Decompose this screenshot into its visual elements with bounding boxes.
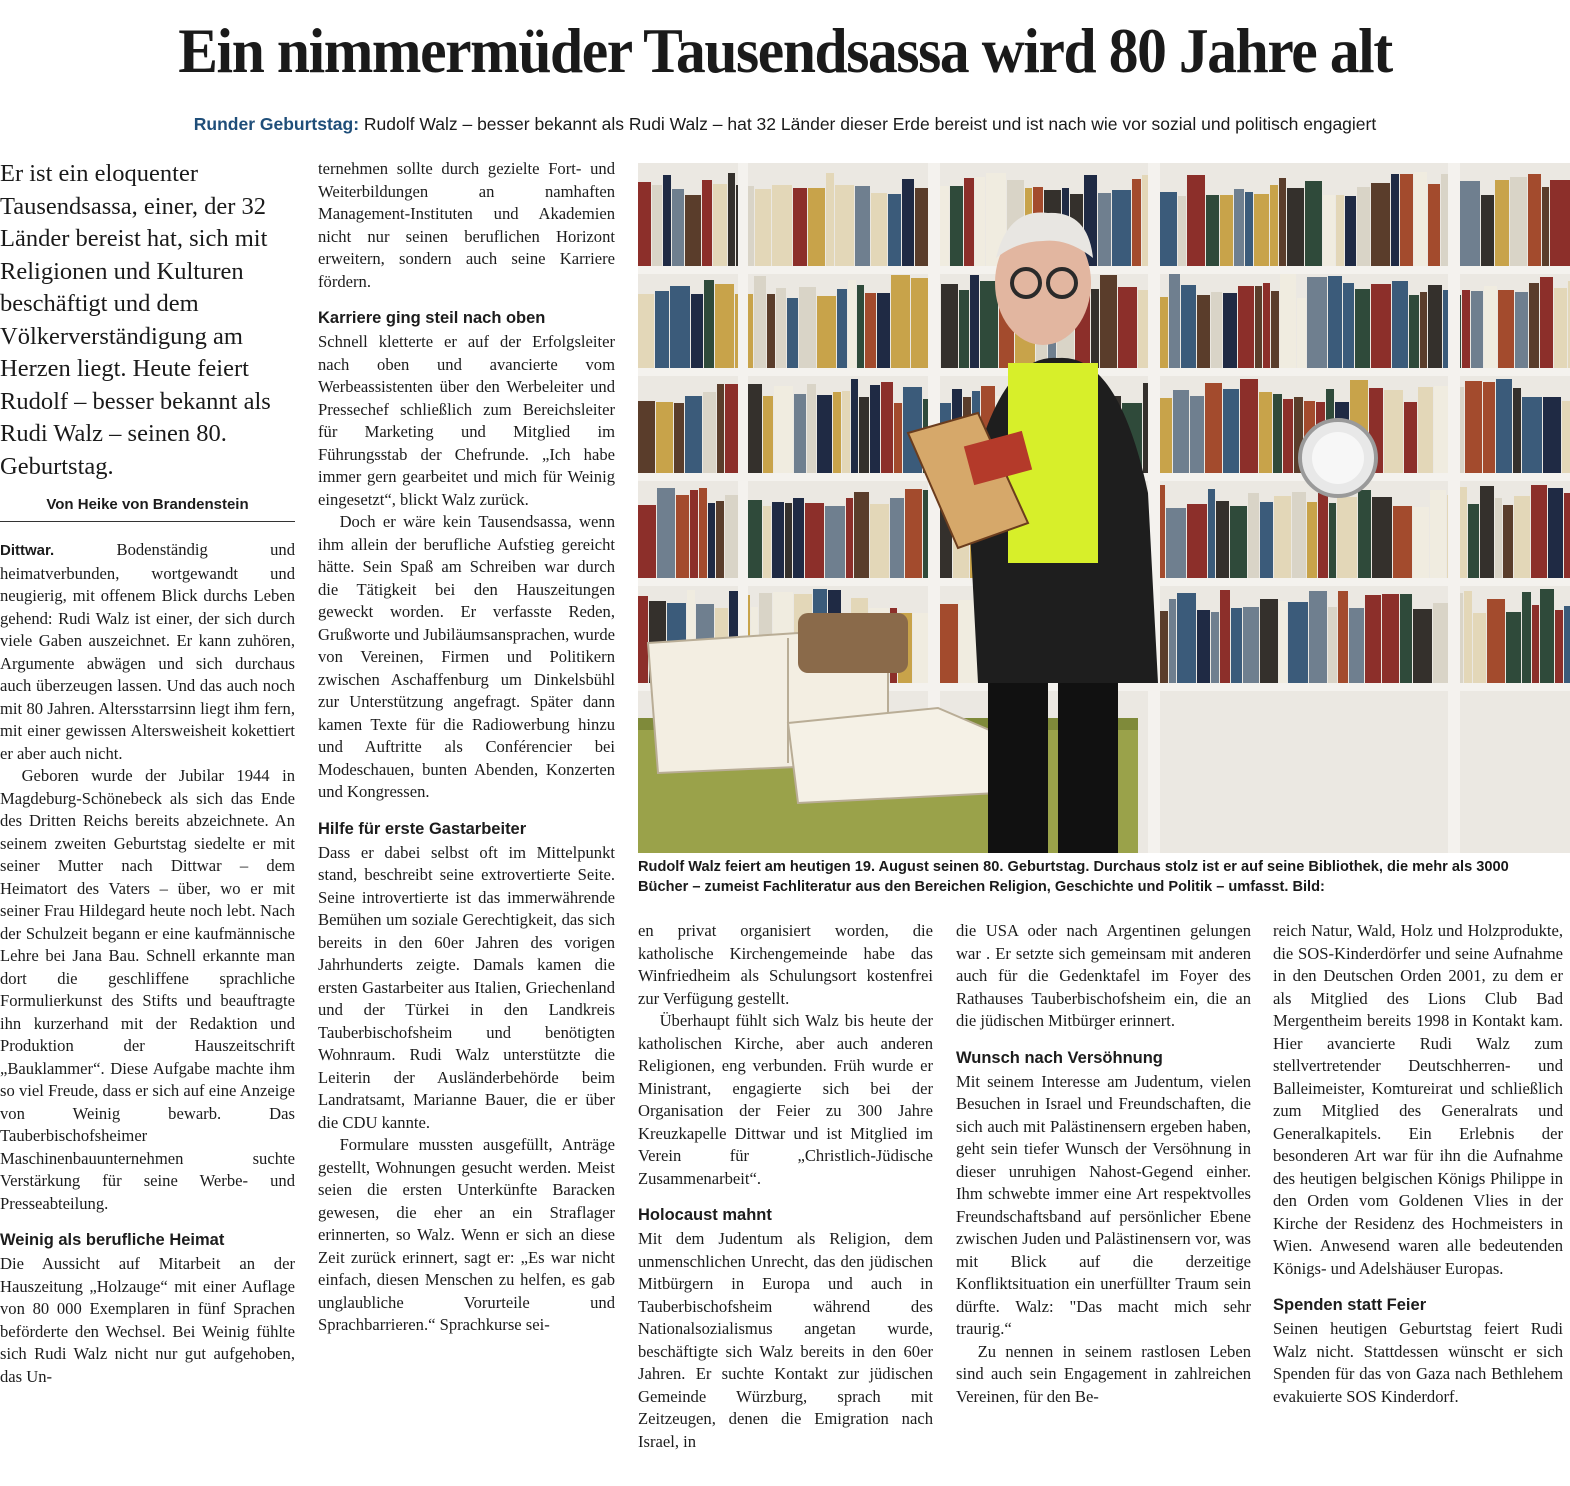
paragraph: Zu nennen in seinem rastlosen Leben sind auch sein Engagement in zahlreichen Vereinen, für den Be- bbox=[956, 1341, 1251, 1406]
subline-text: Rudolf Walz – besser bekannt als Rudi Walz – hat 32 Länder dieser Erde bereist und ist nach wie vor sozial und politisch engagiert bbox=[363, 114, 1377, 134]
dateline: Dittwar. bbox=[0, 542, 55, 559]
paragraph: Überhaupt fühlt sich Walz bis heute der katholischen Kirche, aber auch anderen Religionen, eng verbunden. Früh wurde er Ministrant, engagierte sich bei der Organisation der Feier zu 300 Jahre Kreuzkapelle Dittwar und ist Mitglied im Verein für „Christlich-Jüdische Zusammenarbeit“. bbox=[638, 1011, 933, 1188]
subheading: Wunsch nach Versöhnung bbox=[956, 1048, 1163, 1067]
paragraph: die USA oder nach Argentinen gelungen war . Er setzte sich gemeinsam mit anderen auch für die Gedenktafel im Foyer des Rathauses Tauberbischofsheim ein, die an die jüdischen Mitbürger erinnert. bbox=[956, 921, 1251, 1030]
subheading: Hilfe für erste Gastarbeiter bbox=[318, 819, 527, 838]
paragraph: Dass er dabei selbst oft im Mittelpunkt stand, beschreibt seine extrovertierte Seite. Seine introvertierte ist das immerwährende Bemühen um soziale Gerechtigkeit, das sich bereits in den 60er Jahren des vorigen Jahrhunderts zeigte. Damals kamen die ersten Gastarbeiter aus Italien, Griechenland und der Türkei in den Landkreis Tauberbischofsheim und benötigten Wohnraum. Rudi Walz unterstützte die Leiterin der Ausländerbehörde beim Landratsamt, Marianne Bauer, die er über die CDU kannte. bbox=[318, 842, 615, 1132]
lead-paragraph: Er ist ein eloquenter Tausendsassa, einer, der 32 Länder bereist hat, sich mit Religionen und Kulturen beschäftigt und dem Völkerverständigung am Herzen liegt. Heute feiert Rudolf – besser bekannt als Rudi Walz – seinen 80. Geburtstag. bbox=[0, 160, 271, 480]
subline-kicker: Runder Geburtstag: bbox=[193, 114, 360, 134]
subheading: Weinig als berufliche Heimat bbox=[0, 1231, 225, 1249]
paragraph: Schnell kletterte er auf der Erfolgsleiter nach oben und avancierte vom Werbeassistenten über den Werbeleiter und Pressechef schließlich zum Bereichsleiter für Marketing und Mitglied im Führungsstab der Chefrunde. „Ich habe immer gern gearbeitet und mich für Weinig eingesetzt“, blickt Walz zurück. bbox=[318, 332, 615, 509]
article-column-4 bbox=[956, 920, 1251, 1486]
paragraph: en privat organisiert worden, die katholische Kirchengemeinde habe das Winfriedheim als Schulungsort kostenfrei zur Verfügung gestellt. bbox=[638, 921, 933, 1008]
paragraph bbox=[0, 539, 295, 765]
paragraph: Formulare mussten ausgefüllt, Anträge gestellt, Wohnungen gesucht werden. Meist seien die ersten Unterkünfte Baracken gewesen, die eher an ein Straflager erinnerten, so Walz. Wenn er sich an diese Zeit zurück erinnert, sagt er: „Es war nicht einfach, diesen Menschen zu helfen, es gab unglaubliche Vorurteile und Sprachbarrieren.“ Sprachkurse sei- bbox=[318, 1135, 615, 1334]
paragraph: Die Aussicht auf Mitarbeit an der Hauszeitung „Holzauge“ mit einer Auflage von 80 000 Exemplaren in fünf Sprachen beförderte den Wechsel. Bei Weinig fühlte sich Rudi Walz nicht nur gut aufgehoben, das Un- bbox=[0, 1254, 295, 1386]
paragraph: Geboren wurde der Jubilar 1944 in Magdeburg-Schönebeck als sich das Ende des Dritten Reichs bereits abzeichnete. An seinem zweiten Geburtstag siedelte er mit seiner Mutter nach Dittwar – dem Heimatort des Vaters – über, wo er mit seiner Frau Hildegard heute noch lebt. Nach der Schulzeit begann er eine kaufmännische Lehre bei Jana Bau. Schnell erkannte man dort die geschliffene sprachliche Formulierkunst des Stifts und beauftragte ihn kurzerhand mit der Redaktion und Produktion der Hauszeitschrift „Bauklammer“. Diese Aufgabe machte ihm so viel Freude, dass er sich auf eine Anzeige von Weinig bewarb. Das Tauberbischofsheimer Maschinenbauunternehmen suchte Verstärkung für seine Werbe- und Presseabteilung. bbox=[0, 766, 295, 1213]
byline-divider bbox=[0, 521, 295, 522]
article-column-2 bbox=[318, 158, 615, 1486]
headline: Ein nimmermüder Tausendsassa wird 80 Jahre alt bbox=[178, 15, 1392, 86]
article-column-3 bbox=[638, 920, 933, 1486]
paragraph: Mit seinem Interesse am Judentum, vielen Besuchen in Israel und Freundschaften, die sich auch mit Palästinensern ergeben haben, geht sein tiefer Wunsch der Versöhnung in dieser unruhigen Nahost-Gegend einher. Ihm schwebte immer eine Art respektvolles Freundschaftsband auf persönlicher Ebene zwischen Juden und Palästinensern vor, was mit Blick auf die derzeitige Konfliktsituation ein unerfüllter Traum sein dürfte. Walz: "Das macht mich sehr traurig.“ bbox=[956, 1071, 1251, 1338]
subheading: Holocaust mahnt bbox=[638, 1206, 772, 1224]
paragraph-text: Bodenständig und heimatverbunden, wortgewandt und neugierig, mit offenem Blick durchs Leben gehend: Rudi Walz ist einer, der sich durch viele Gaben auszeichnet. Er kann zuhören, Argumente abwägen und sich durchaus auch überzeugen lassen. Und das auch noch mit 80 Jahren. Altersstarrsinn liegt ihm fern, mit einer gewissen Altersweisheit kokettiert er aber auch nicht. bbox=[0, 540, 295, 763]
paragraph: Seinen heutigen Geburtstag feiert Rudi Walz nicht. Stattdessen wünscht er sich Spenden für das von Gaza nach Bethlehem evakuierte SOS Kinderdorf. bbox=[1273, 1319, 1563, 1406]
article-photo bbox=[638, 163, 1570, 853]
subline bbox=[0, 114, 1570, 135]
photo-caption: Rudolf Walz feiert am heutigen 19. August seinen 80. Geburtstag. Durchaus stolz ist er auf seine Bibliothek, die mehr als 3000 Bücher – zumeist Fachliteratur aus den Bereichen Religion, Geschichte und Politik – umfasst. Bild: bbox=[638, 859, 1509, 895]
photo-bookshelf-portrait bbox=[638, 163, 1570, 853]
subheading: Spenden statt Feier bbox=[1273, 1296, 1427, 1314]
paragraph: ternehmen sollte durch gezielte Fort- und Weiterbildungen an namhaften Management-Instituten und Akademien nicht nur seinen beruflichen Horizont erweitern, sondern auch seine Karriere fördern. bbox=[318, 159, 615, 291]
paragraph: Mit dem Judentum als Religion, dem unmenschlichen Unrecht, das den jüdischen Mitbürgern in Europa und auch in Tauberbischofsheim während des Nationalsozialismus angetan wurde, beschäftigte sich Walz bereits in den 60er Jahren. Er suchte Kontakt zur jüdischen Gemeinde Würzburg, sprach mit Zeitzeugen, denen die Emigration nach Israel, in bbox=[638, 1229, 933, 1451]
paragraph: Doch er wäre kein Tausendsassa, wenn ihm allein der berufliche Aufstieg gereicht hätte. Sein Spaß am Schreiben war durch die Tätigkeit bei den Hauszeitungen geweckt worden. Er verfasste Reden, Grußworte und Jubiläumsansprachen, wurde von Vereinen, Firmen und Politikern zwischen Aschaffenburg um Dinkelsbühl zur Unterstützung angefragt. Später dann kamen Texte für die Radiowerbung hinzu und Auftritte als Conférencier bei Modeschauen, bunten Abenden, Konzerten und Kongressen. bbox=[318, 512, 615, 801]
article-column-1 bbox=[0, 539, 295, 1486]
byline: Von Heike von Brandenstein bbox=[46, 496, 249, 513]
article-column-5 bbox=[1273, 920, 1563, 1486]
paragraph: reich Natur, Wald, Holz und Holzprodukte, die SOS-Kinderdörfer und seine Aufnahme in den Deutschen Orden 2001, zu dem er als Mitglied des Lions Club Bad Mergentheim bereits 1998 in Kontakt kam. Hier avancierte Rudi Walz zum stellvertretender Deutschherren- und Balleimeister, Komtureirat und schließlich zum Mitglied des Generalrats und Generalkapitels. Ein Erlebnis der besonderen Art war für ihn die Aufnahme des heutigen belgischen Königs Philippe in den Orden vom Goldenen Vlies in der Kirche der Residenz des Hochmeisters in Wien. Anwesend waren alle bedeutenden Königs- und Adelshäuser Europas. bbox=[1273, 921, 1563, 1278]
subheading: Karriere ging steil nach oben bbox=[318, 309, 546, 327]
